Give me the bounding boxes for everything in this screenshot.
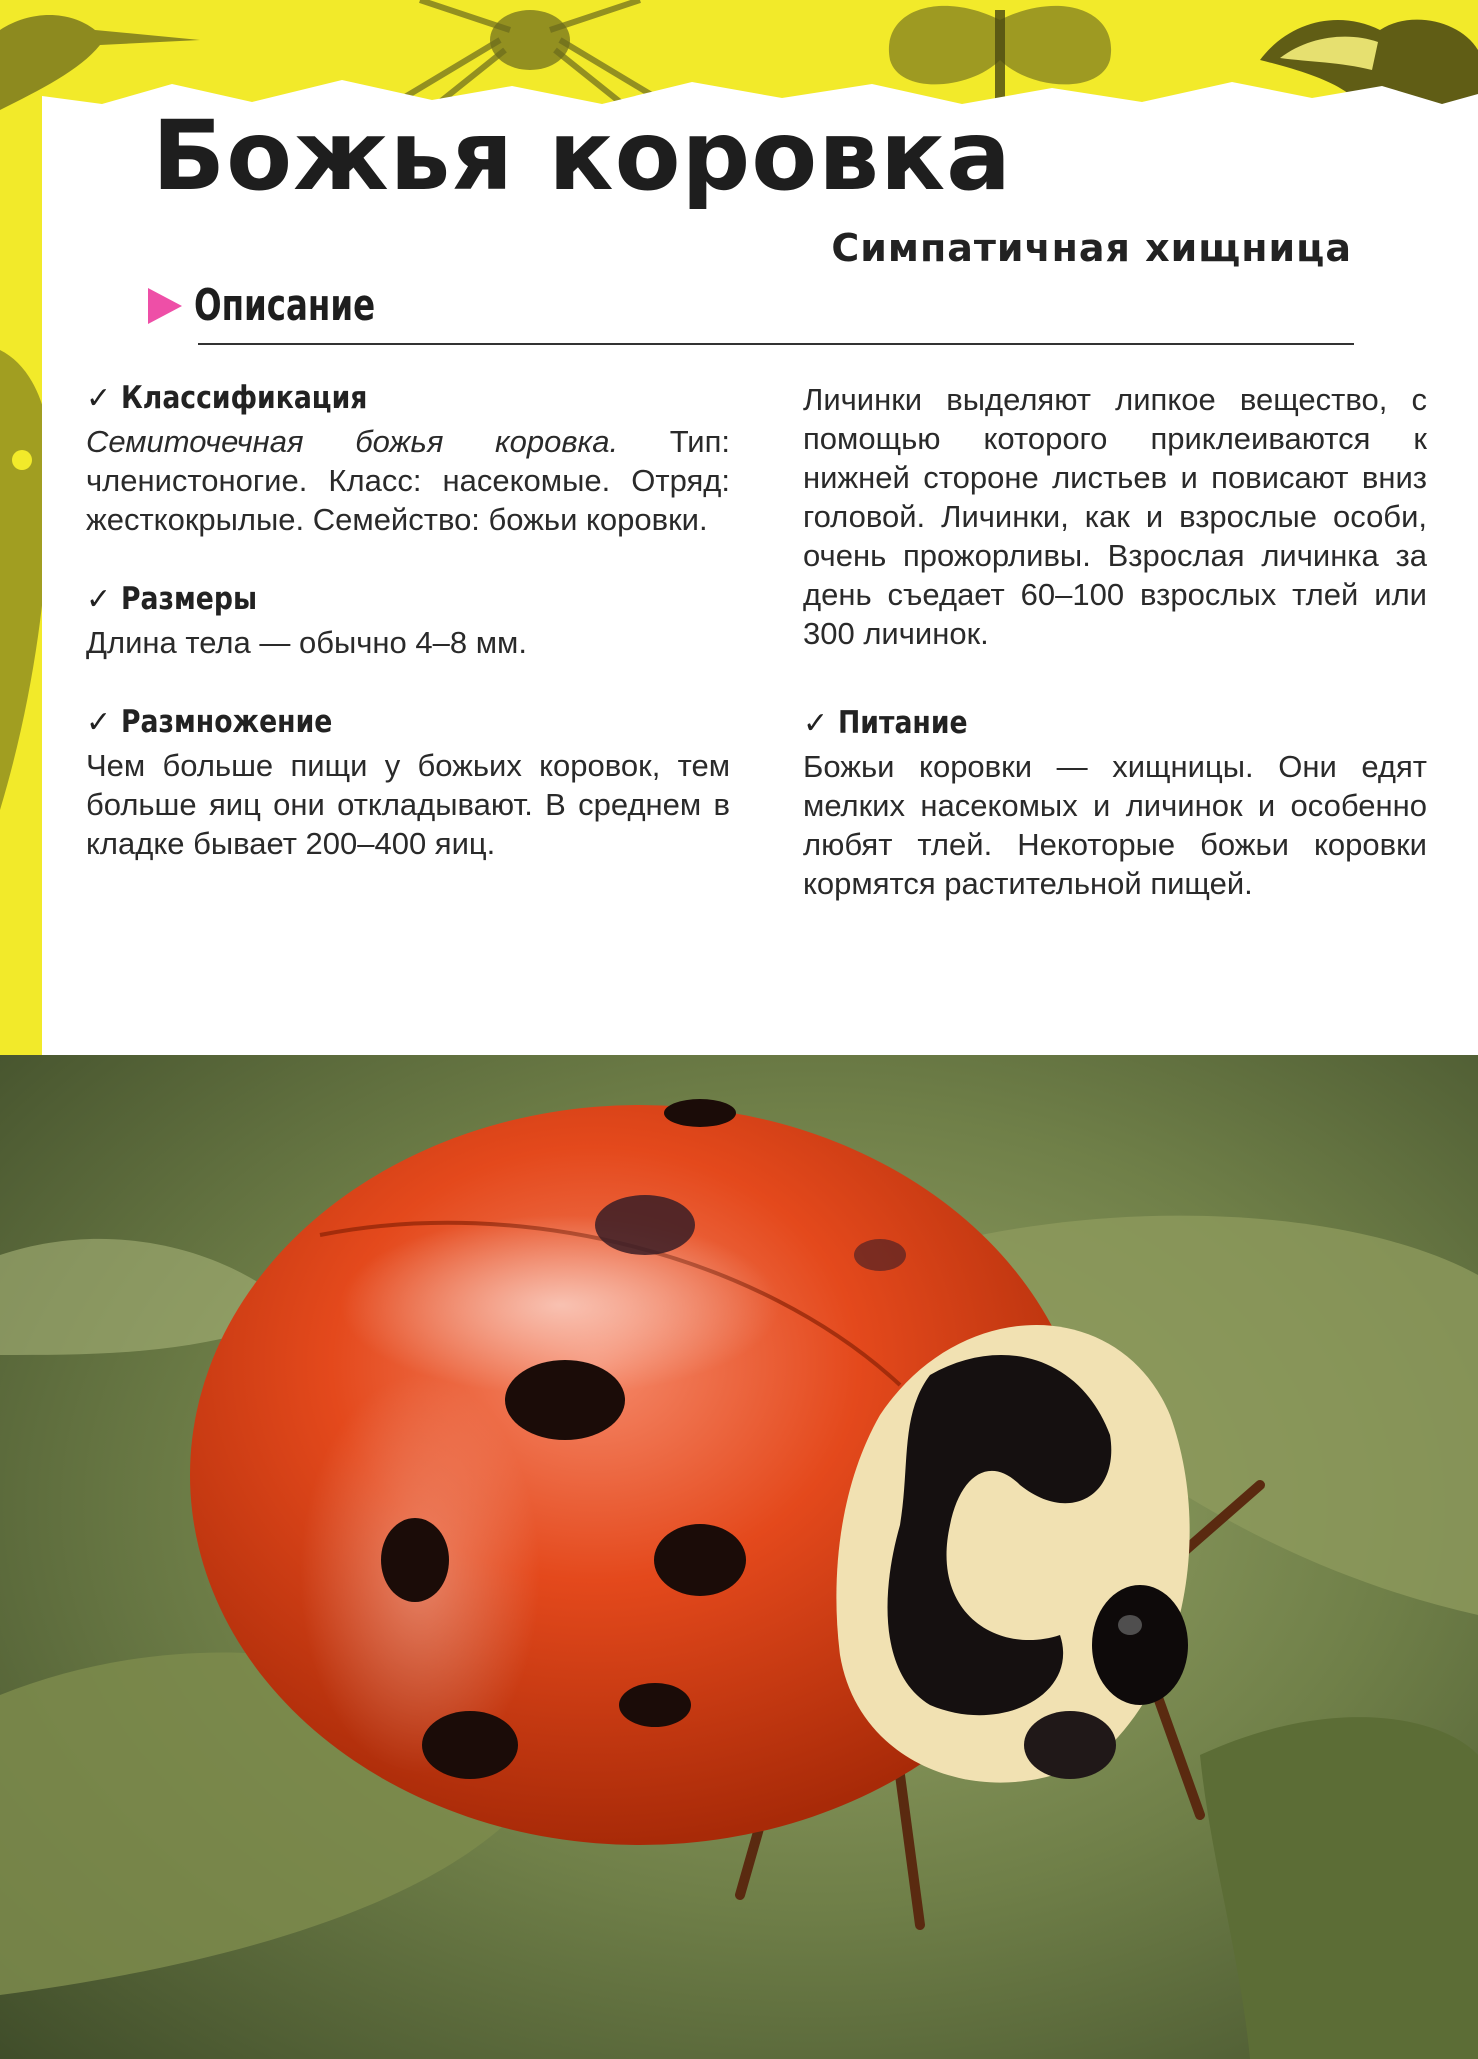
section-divider <box>198 343 1354 345</box>
species-name: Семиточечная божья коровка. <box>86 424 619 459</box>
check-icon: ✓ <box>86 705 112 740</box>
classification-heading <box>86 380 730 416</box>
page-title: Божья коровка <box>152 100 1012 212</box>
heading-label: Питание <box>838 705 968 741</box>
reproduction-block <box>86 704 730 863</box>
right-column <box>803 380 1427 945</box>
sizes-heading <box>86 581 730 617</box>
triangle-arrow-icon <box>148 288 182 324</box>
larvae-text: Личинки выделяют липкое вещество, с помощью которого приклеиваются к нижней стороне листьев и повисают вниз головой. Личинки, как и взрослые особи, очень прожорливы. Взрослая личинка за день съедает 60–100 взрослых тлей или 300 личинок. <box>803 382 1427 651</box>
left-column <box>86 380 730 905</box>
sizes-text: Длина тела — обычно 4–8 мм. <box>86 625 527 660</box>
nutrition-text: Божьи коровки — хищницы. Они едят мелких насекомых и личинок и особенно любят тлей. Некоторые божьи коровки кормятся растительной пищей. <box>803 749 1427 901</box>
larvae-block <box>803 380 1427 653</box>
classification-text <box>86 422 730 539</box>
nutrition-heading <box>803 705 1427 741</box>
check-icon: ✓ <box>803 706 829 741</box>
reproduction-heading <box>86 704 730 740</box>
nutrition-block <box>803 705 1427 903</box>
classification-block <box>86 380 730 539</box>
heading-label: Размножение <box>121 704 333 740</box>
heading-label: Классификация <box>121 380 368 416</box>
section-header <box>148 280 415 331</box>
check-icon: ✓ <box>86 381 112 416</box>
heading-label: Размеры <box>121 581 258 617</box>
section-title: Описание <box>194 280 376 331</box>
taxonomy-text: Тип: членистоногие. Класс: насекомые. Отряд: жесткокрылые. Семейство: божьи коровки. <box>86 424 730 537</box>
check-icon: ✓ <box>86 582 112 617</box>
ladybug-photo <box>0 1055 1478 2059</box>
page-subtitle: Симпатичная хищница <box>831 226 1352 270</box>
sizes-block <box>86 581 730 662</box>
reproduction-text: Чем больше пищи у божьих коровок, тем больше яиц они откладывают. В среднем в кладке бывает 200–400 яиц. <box>86 748 730 861</box>
